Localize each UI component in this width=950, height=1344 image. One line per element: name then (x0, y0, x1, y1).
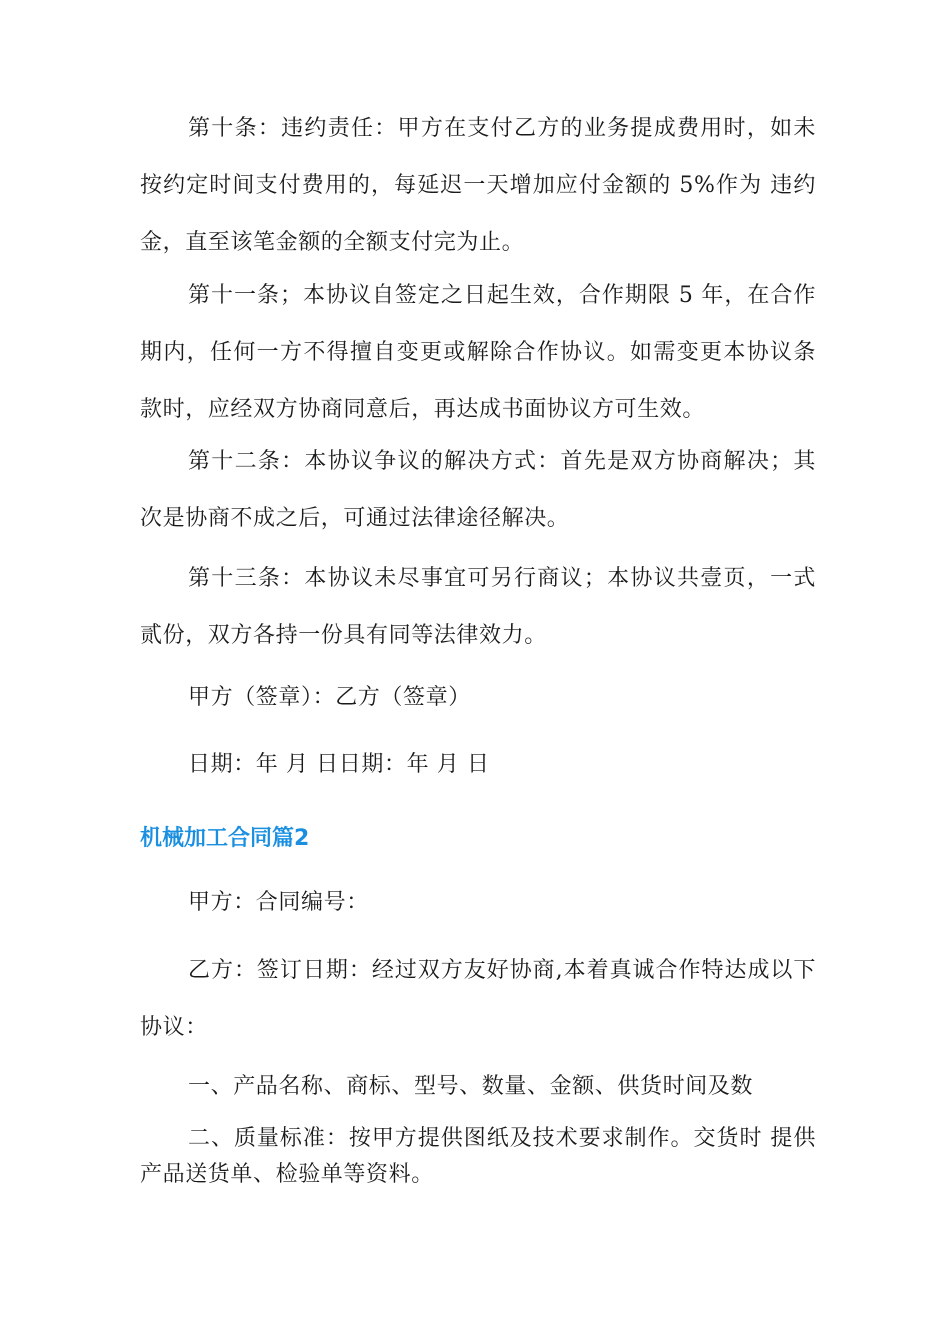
article-13-paragraph: 第十三条：本协议未尽事宜可另行商议；本协议共壹页，一式贰份，双方各持一份具有同等法律效力。 (140, 566, 816, 648)
article-11-paragraph: 第十一条；本协议自签定之日起生效，合作期限 5 年，在合作期内，任何一方不得擅自变更或解除合作协议。如需变更本协议条款时，应经双方协商同意后，再达成书面协议方可生效。 (140, 283, 816, 422)
clause-1-line: 一、产品名称、商标、型号、数量、金额、供货时间及数 (188, 1074, 754, 1099)
section-heading: 机械加工合同篇2 (140, 826, 310, 851)
party-b-paragraph: 乙方：签订日期：经过双方友好协商,本着真诚合作特达成以下协议： (140, 958, 816, 1040)
party-a-line: 甲方：合同编号： (188, 890, 369, 915)
article-10-paragraph: 第十条：违约责任：甲方在支付乙方的业务提成费用时，如未按约定时间支付费用的，每延迟一天增加应付金额的 5%作为 违约金，直至该笔金额的全额支付完为止。 (140, 116, 816, 255)
date-line: 日期：年 月 日日期：年 月 日 (188, 752, 490, 777)
signature-line: 甲方（签章）：乙方（签章） (188, 685, 471, 710)
clause-2-paragraph: 二、质量标准：按甲方提供图纸及技术要求制作。交货时 提供产品送货单、检验单等资料。 (140, 1126, 816, 1187)
article-12-paragraph: 第十二条：本协议争议的解决方式：首先是双方协商解决；其次是协商不成之后，可通过法律途径解决。 (140, 449, 816, 531)
